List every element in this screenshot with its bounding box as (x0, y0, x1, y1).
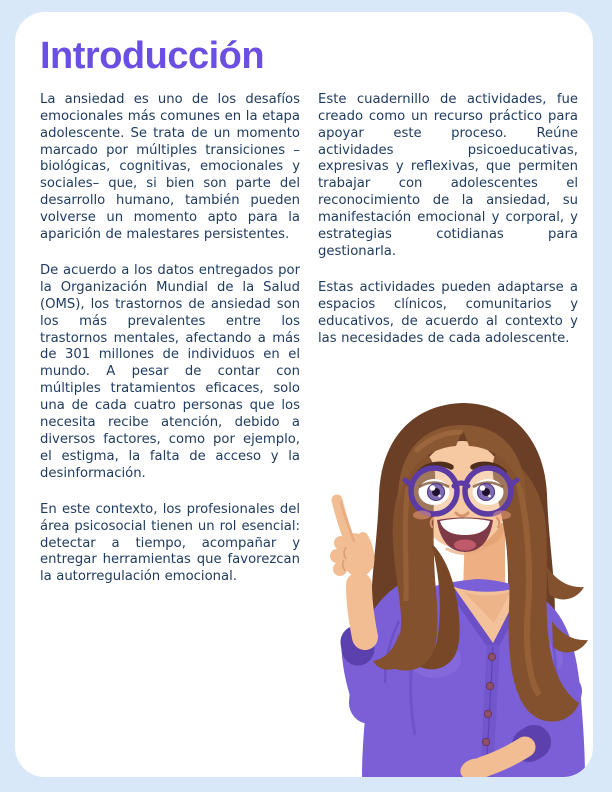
intro-paragraph-2: De acuerdo a los datos entregados por la Organización Mundial de la Salud (OMS), los trastornos de ansiedad son los más prevalentes entre los trastornos mentales, afectando a más de 301 millones de individuos en el mundo. A pesar de contar con múltiples tratamientos eficaces, solo una de cada cuatro personas que los necesita recibe atención, debido a diversos factores, como por ejemplo, el estigma, la falta de acceso y la desinformación. (40, 262, 300, 481)
character-pointing-hand (330, 500, 379, 637)
intro-paragraph-5: Estas actividades pueden adaptarse a espacios clínicos, comunitarios y educativos, de acuerdo al contexto y las necesidades de cada adolescente. (318, 279, 578, 346)
intro-paragraph-1: La ansiedad es uno de los desafíos emocionales más comunes en la etapa adolescente. Se trata de un momento marcado por múltiples transiciones –biológicas, cognitivas, emocionales y sociales– que, si bien son parte del desarrollo humano, también pueden volverse un momento apto para la aparición de malestares persistentes. (40, 91, 300, 243)
content-card (15, 12, 593, 777)
intro-paragraph-3: En este contexto, los profesionales del área psicosocial tienen un rol esencial: detectar a tiempo, acompañar y entregar herramientas que favorezcan la autorregulación emocional. (40, 501, 300, 585)
page-title: Introducción (40, 35, 265, 77)
intro-paragraph-4: Este cuadernillo de actividades, fue creado como un recurso práctico para apoyar este proceso. Reúne actividades psicoeducativas, expresivas y reflexivas, que permiten trabajar con adolescentes el reconocimiento de la ansiedad, su manifestación emocional y corporal, y estrategias cotidianas para gestionarla. (318, 91, 578, 259)
text-column-left (40, 92, 300, 605)
woman-pointing-illustration (313, 395, 593, 777)
